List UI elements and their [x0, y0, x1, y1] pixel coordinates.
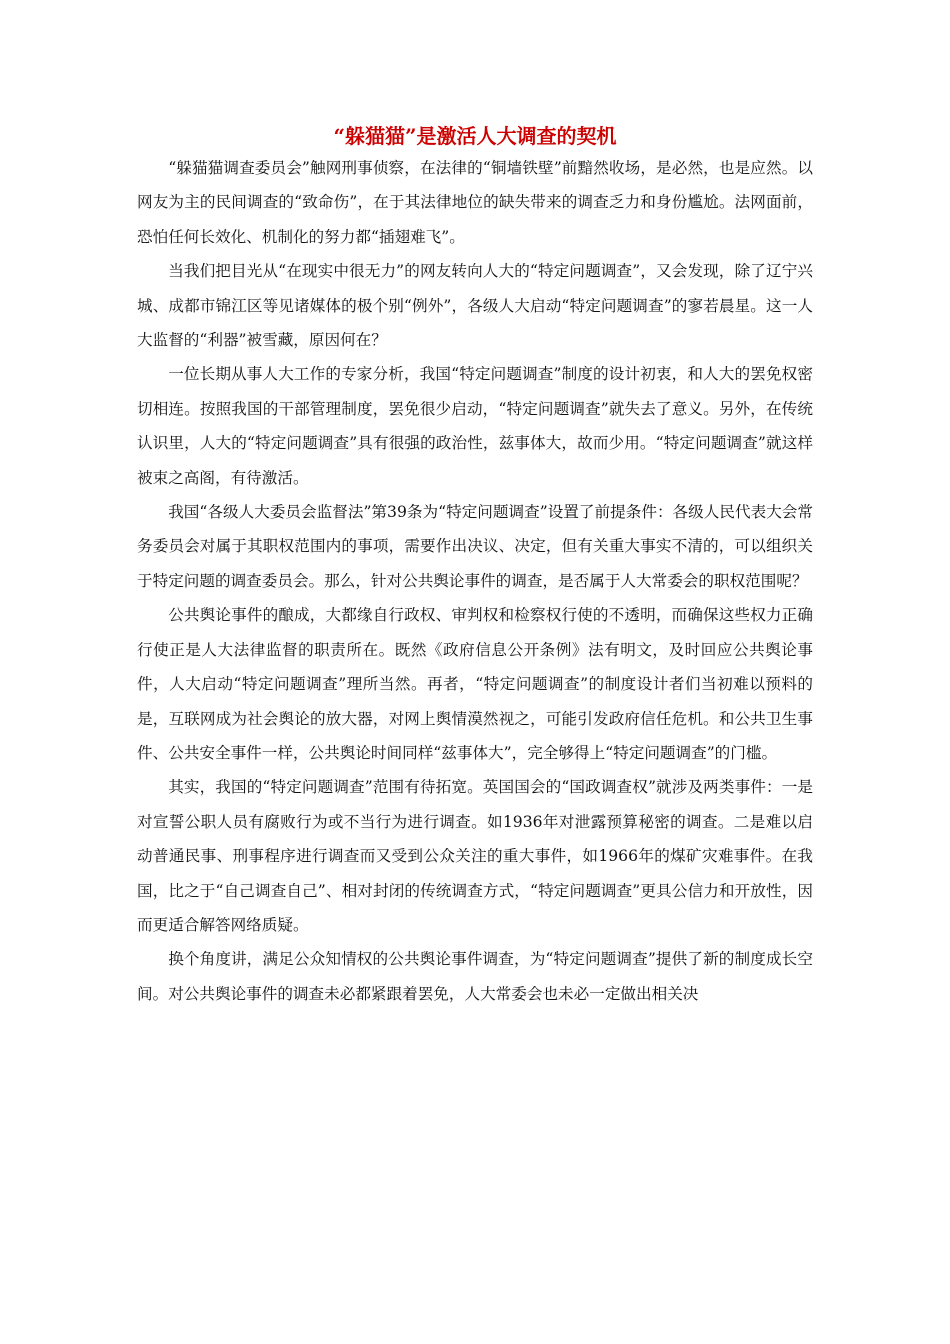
paragraph: 其实，我国的“特定问题调查”范围有待拓宽。英国国会的“国政调查权”就涉及两类事件：一是对宣誓公职人员有腐败行为或不当行为进行调查。如1936年对泄露预算秘密的调查。二是难以启动普通民事、刑事程序进行调查而又受到公众关注的重大事件，如1966年的煤矿灾难事件。在我国，比之于“自己调查自己”、相对封闭的传统调查方式，“特定问题调查”更具公信力和开放性，因而更适合解答网络质疑。: [137, 778, 813, 934]
paragraph: 我国“各级人大委员会监督法”第39条为“特定问题调查”设置了前提条件：各级人民代表大会常务委员会对属于其职权范围内的事项，需要作出决议、决定，但有关重大事实不清的，可以组织关于特定问题的调查委员会。那么，针对公共舆论事件的调查，是否属于人大常委会的职权范围呢？: [137, 503, 813, 590]
document-title: “躲猫猫”是激活人大调查的契机: [333, 124, 617, 148]
document-body: [137, 151, 813, 1011]
paragraph: 一位长期从事人大工作的专家分析，我国“特定问题调查”制度的设计初衷，和人大的罢免权密切相连。按照我国的干部管理制度，罢免很少启动，“特定问题调查”就失去了意义。另外，在传统认识里，人大的“特定问题调查”具有很强的政治性，兹事体大，故而少用。“特定问题调查”就这样被束之高阁，有待激活。: [137, 365, 813, 487]
paragraph: 当我们把目光从“在现实中很无力”的网友转向人大的“特定问题调查”，又会发现，除了辽宁兴城、成都市锦江区等见诸媒体的极个别“例外”，各级人大启动“特定问题调查”的寥若晨星。这一人大监督的“利器”被雪藏，原因何在？: [137, 262, 813, 350]
paragraph: “躲猫猫调查委员会”触网刑事侦察，在法律的“铜墙铁壁”前黯然收场，是必然，也是应然。以网友为主的民间调查的“致命伤”，在于其法律地位的缺失带来的调查乏力和身份尴尬。法网面前，恐怕任何长效化、机制化的努力都“插翅难飞”。: [137, 159, 813, 246]
paragraph: 公共舆论事件的酿成，大都缘自行政权、审判权和检察权行使的不透明，而确保这些权力正确行使正是人大法律监督的职责所在。既然《政府信息公开条例》法有明文，及时回应公共舆论事件，人大启动“特定问题调查”理所当然。再者，“特定问题调查”的制度设计者们当初难以预料的是，互联网成为社会舆论的放大器，对网上舆情漠然视之，可能引发政府信任危机。和公共卫生事件、公共安全事件一样，公共舆论时间同样“兹事体大”，完全够得上“特定问题调查”的门槛。: [137, 606, 813, 762]
paragraph: 换个角度讲，满足公众知情权的公共舆论事件调查，为“特定问题调查”提供了新的制度成长空间。对公共舆论事件的调查未必都紧跟着罢免，人大常委会也未必一定做出相关决: [137, 950, 813, 1003]
